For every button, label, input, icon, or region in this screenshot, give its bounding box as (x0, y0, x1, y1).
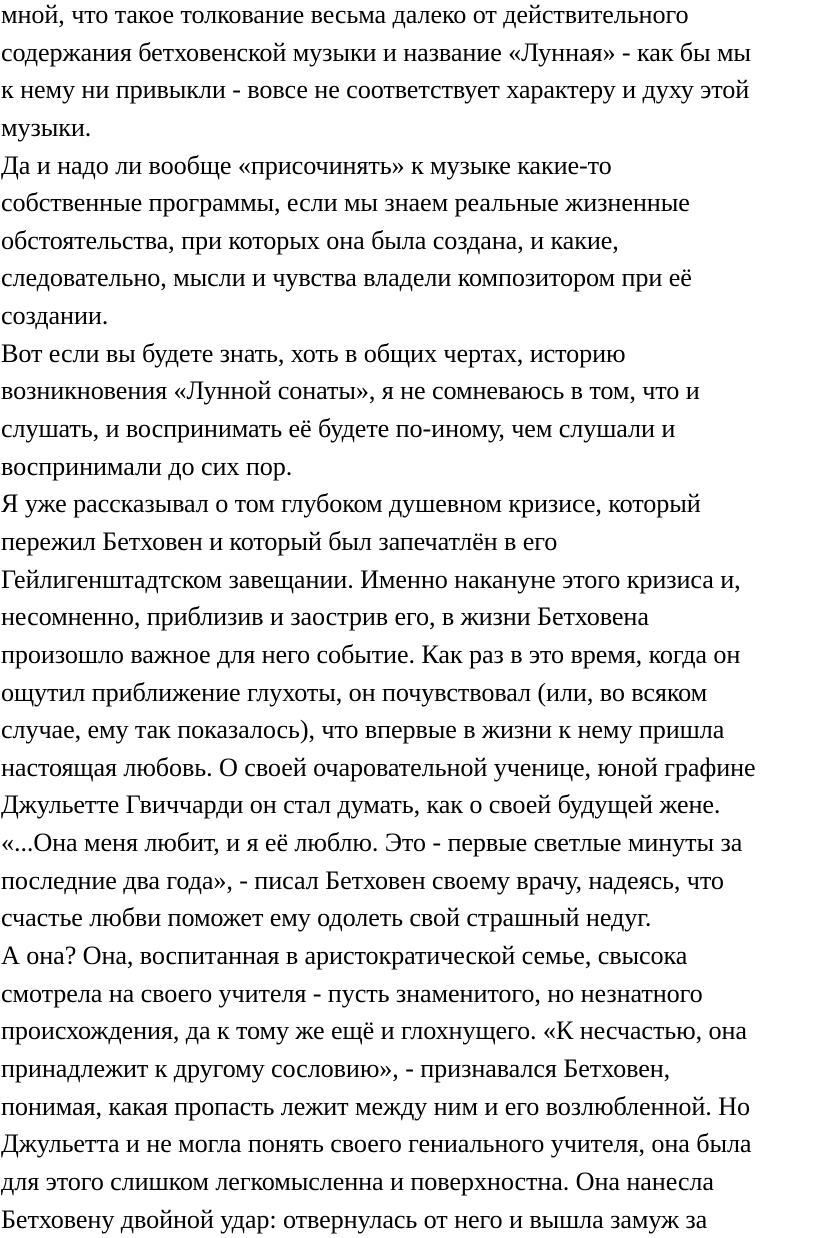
text-line: счастье любви поможет ему одолеть свой страшный недуг. (1, 899, 816, 937)
text-line: произошло важное для него событие. Как раз в это время, когда он (1, 636, 816, 674)
text-line: возникновения «Лунной сонаты», я не сомневаюсь в том, что и (1, 372, 816, 410)
text-line: Да и надо ли вообще «присочинять» к музыке какие-то (1, 147, 816, 185)
text-line: пережил Бетховен и который был запечатлён в его (1, 523, 816, 561)
text-line: Вот если вы будете знать, хоть в общих чертах, историю (1, 335, 816, 373)
text-line: Я уже рассказывал о том глубоком душевном кризисе, который (1, 485, 816, 523)
text-line: содержания бетховенской музыки и название «Лунная» - как бы мы (1, 34, 816, 72)
text-line: для этого слишком легкомысленна и поверхностна. Она нанесла (1, 1163, 816, 1201)
text-line: несомненно, приблизив и заострив его, в жизни Бетховена (1, 598, 816, 636)
text-line: следовательно, мысли и чувства владели композитором при её (1, 259, 816, 297)
text-line: Джульетте Гвиччарди он стал думать, как о своей будущей жене. (1, 786, 816, 824)
text-line: настоящая любовь. О своей очаровательной ученице, юной графине (1, 749, 816, 787)
text-line: происхождения, да к тому же ещё и глохнущего. «К несчастью, она (1, 1012, 816, 1050)
text-line: мной, что такое толкование весьма далеко от действительного (1, 0, 816, 34)
document-body (1, 0, 816, 1238)
text-line: создании. (1, 297, 816, 335)
text-line: к нему ни привыкли - вовсе не соответствует характеру и духу этой (1, 71, 816, 109)
text-line: А она? Она, воспитанная в аристократической семье, свысока (1, 937, 816, 975)
text-line: обстоятельства, при которых она была создана, и какие, (1, 222, 816, 260)
text-line: случае, ему так показалось), что впервые в жизни к нему пришла (1, 711, 816, 749)
text-line: Джульетта и не могла понять своего гениального учителя, она была (1, 1125, 816, 1163)
text-line: музыки. (1, 109, 816, 147)
text-line: последние два года», - писал Бетховен своему врачу, надеясь, что (1, 862, 816, 900)
text-line: «...Она меня любит, и я её люблю. Это - первые светлые минуты за (1, 824, 816, 862)
text-line: воспринимали до сих пор. (1, 448, 816, 486)
text-line: Гейлигенштадтском завещании. Именно накануне этого кризиса и, (1, 561, 816, 599)
text-line: ощутил приближение глухоты, он почувствовал (или, во всяком (1, 674, 816, 712)
text-line: смотрела на своего учителя - пусть знаменитого, но незнатного (1, 975, 816, 1013)
text-line: Бетховену двойной удар: отвернулась от него и вышла замуж за (1, 1201, 816, 1238)
text-line: понимая, какая пропасть лежит между ним и его возлюбленной. Но (1, 1088, 816, 1126)
text-line: принадлежит к другому сословию», - признавался Бетховен, (1, 1050, 816, 1088)
text-line: собственные программы, если мы знаем реальные жизненные (1, 184, 816, 222)
text-line: слушать, и воспринимать её будете по-иному, чем слушали и (1, 410, 816, 448)
